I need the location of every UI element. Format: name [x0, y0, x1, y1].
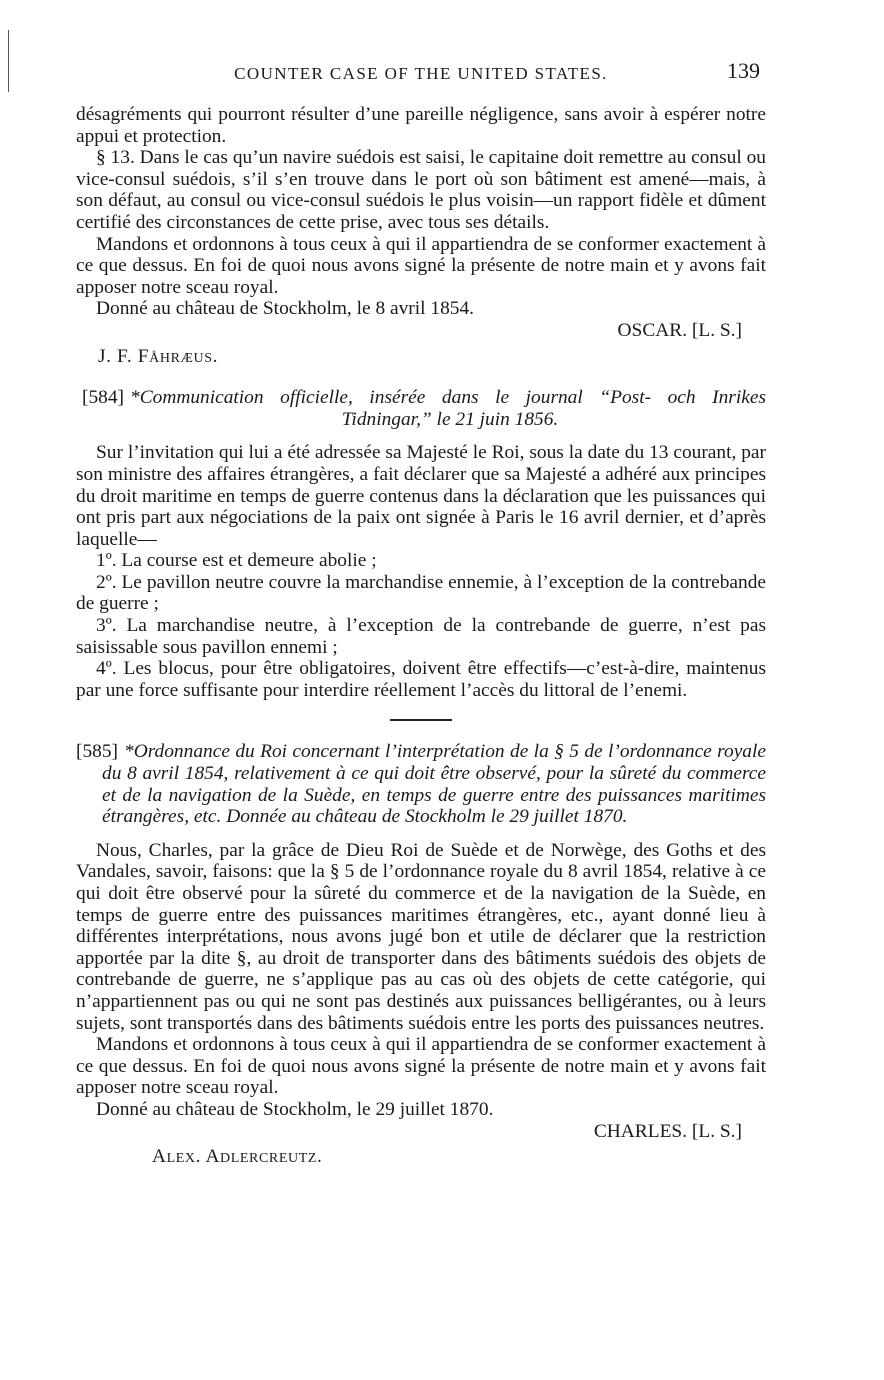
- list-item: 3º. La marchandise neutre, à l’exception de la contrebande de guerre, n’est pas saisissable sous pavillon ennemi ;: [76, 615, 766, 658]
- paragraph: Sur l’invitation qui lui a été adressée sa Majesté le Roi, sous la date du 13 courant, par son ministre des affaires étrangères, a fait déclarer que sa Majesté a adhéré aux principes du droit maritime en temps de guerre contenus dans la déclaration que les puissances qui ont pris part aux négociations de la paix ont signée à Paris le 16 avril dernier, et d’après laquelle—: [76, 442, 766, 550]
- list-item: 1º. La course est et demeure abolie ;: [96, 550, 377, 572]
- entry-heading-584: [76, 387, 766, 430]
- entry-heading-585: [76, 741, 766, 827]
- paragraph-section-13: § 13. Dans le cas qu’un navire suédois est saisi, le capitaine doit remettre au consul ou vice-consul suédois, s’il s’en trouve dans le port où son bâtiment est amené—mais, à son défaut, au consul ou vice-consul suédois le plus voisin—un rapport fidèle et dûment certifié des circonstances de cette prise, avec tous ses détails.: [76, 147, 766, 233]
- list-item: 4º. Les blocus, pour être obligatoires, doivent être effectifs—c’est-à-dire, maintenus par une force suffisante pour interdire réellement l’accès du littoral de l’enemi.: [76, 658, 766, 701]
- entry-reference: [584]: [81, 387, 124, 409]
- royal-signature: CHARLES. [L. S.]: [593, 1120, 742, 1142]
- entry-reference: [585]: [76, 741, 119, 763]
- entry-title: *Communication officielle, insérée dans le journal “Post- och Inrikes Tidningar,” le 21 juin 1856.: [130, 387, 766, 430]
- running-title: COUNTER CASE OF THE UNITED STATES.: [234, 64, 608, 83]
- paragraph: désagréments qui pourront résulter d’une pareille négligence, sans avoir à espérer notre appui et protection.: [76, 104, 766, 147]
- entry-title: *Ordonnance du Roi concernant l’interprétation de la § 5 de l’ordonnance royale du 8 avril 1854, relativement à ce qui doit être observé, pour la sûreté du commerce et de la navigation de la Suède, en temps de guerre entre des puissances maritimes étrangères, etc. Donnée au château de Stockholm le 29 juillet 1870.: [102, 741, 766, 828]
- paragraph: Nous, Charles, par la grâce de Dieu Roi de Suède et de Norwège, des Goths et des Vandales, savoir, faisons: que la § 5 de l’ordonnance royale du 8 avril 1854, relative à ce qui doit être observé pour la sûreté du commerce et de la navigation de la Suède, en temps de guerre entre des puissances maritimes étrangères, etc., ayant donné lieu à différentes interprétations, nous avons jugé bon et utile de déclarer que la restriction apportée par la dite §, au droit de transporter dans des bâtiments suédois des objets de contrebande de guerre, ne s’applique pas au cas où des objets de cette catégorie, qui n’appartiennent pas ou qui ne sont pas destinés aux puissances belligérantes, ou à leurs sujets, sont transportés dans des bâtiments suédois entre les ports des puissances neutres.: [76, 839, 766, 1034]
- margin-binding-mark: [8, 30, 9, 92]
- list-item: 2º. Le pavillon neutre couvre la marchandise ennemie, à l’exception de la contrebande de guerre ;: [76, 571, 766, 615]
- countersignature: J. F. Fåhræus.: [98, 345, 219, 367]
- paragraph: Mandons et ordonnons à tous ceux à qui il appartiendra de se conformer exactement à ce que dessus. En foi de quoi nous avons signé la présente de notre main et y avons fait apposer notre sceau royal.: [76, 233, 766, 298]
- date-line: Donné au château de Stockholm, le 29 juillet 1870.: [96, 1098, 494, 1120]
- body-text: [76, 104, 766, 1168]
- date-line: Donné au château de Stockholm, le 8 avril 1854.: [96, 298, 475, 320]
- countersignature: Alex. Adlercreutz.: [152, 1146, 323, 1168]
- page-number: 139: [727, 58, 760, 83]
- paragraph: Mandons et ordonnons à tous ceux à qui il appartiendra de se conformer exactement à ce que dessus. En foi de quoi nous avons signé la présente de notre main et y avons fait apposer notre sceau royal.: [76, 1034, 766, 1099]
- royal-signature: OSCAR. [L. S.]: [617, 319, 742, 341]
- section-divider: [390, 719, 452, 721]
- page-header: [76, 58, 766, 88]
